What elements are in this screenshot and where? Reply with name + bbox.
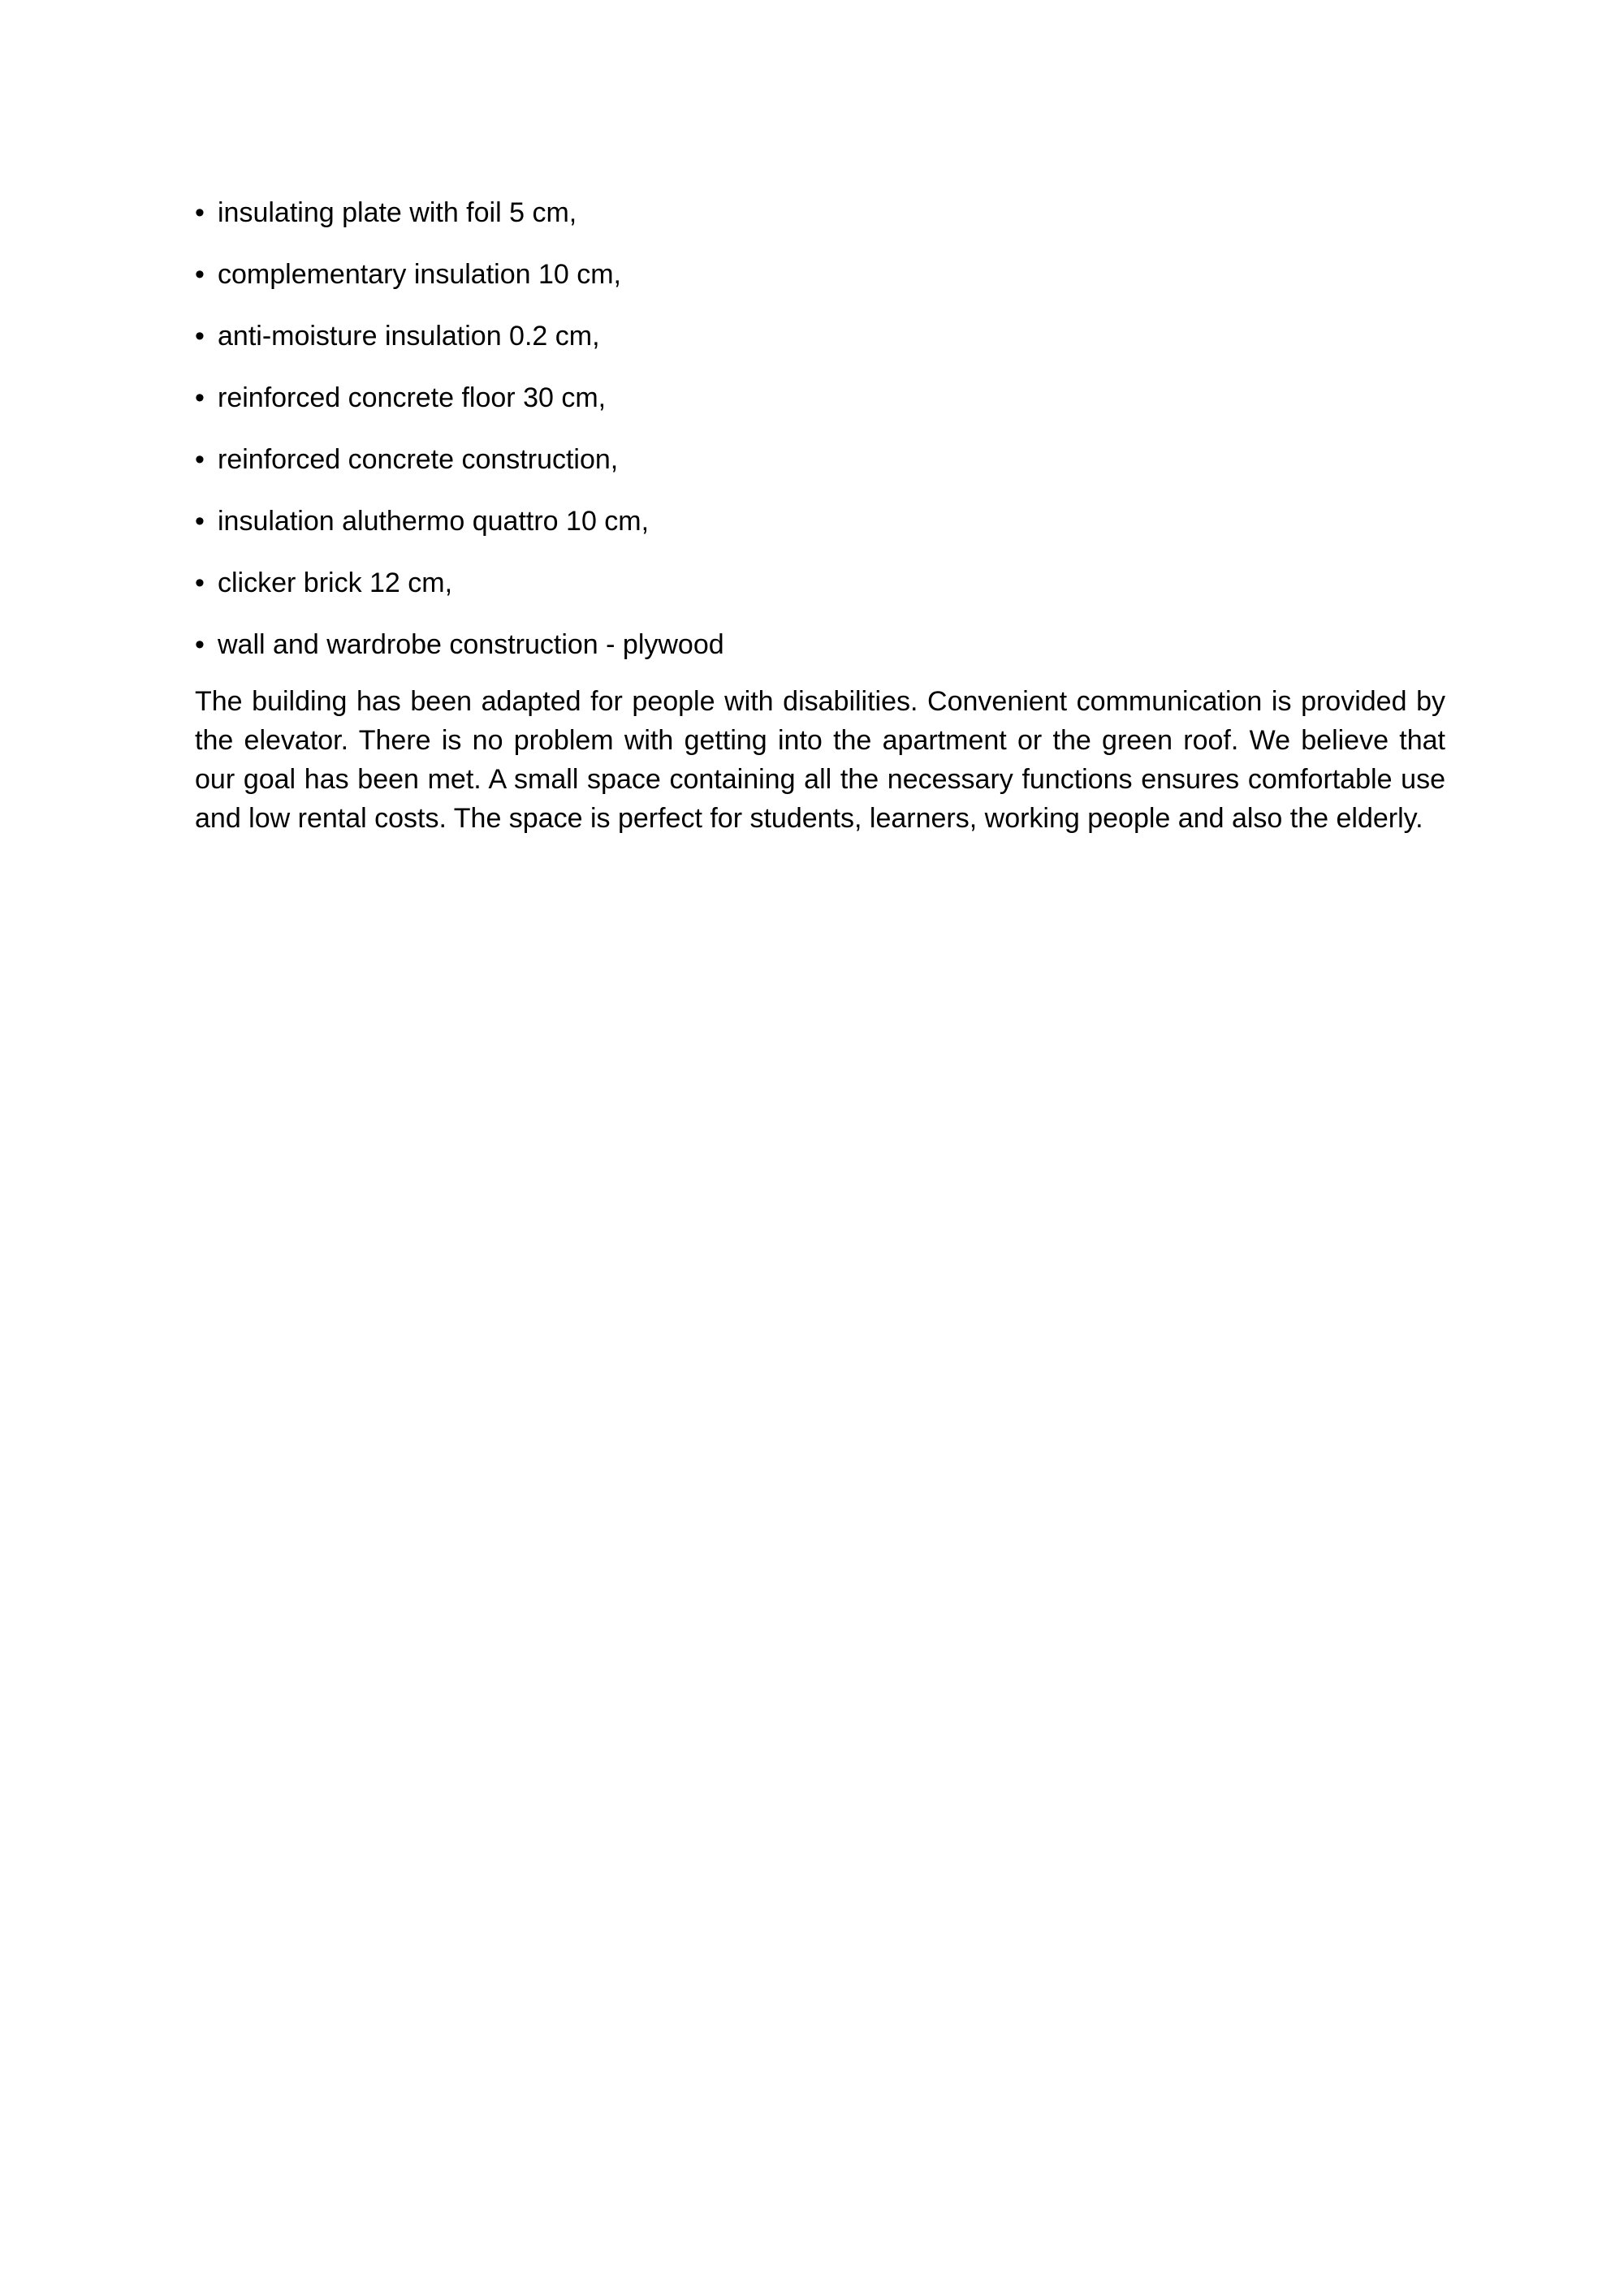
bullet-icon: • — [195, 568, 205, 598]
paragraph-line: the elevator. There is no problem with getting into the apartment or the green roof. We believe that — [195, 725, 1445, 756]
list-item — [195, 195, 1445, 231]
list-item — [195, 380, 1445, 416]
list-item — [195, 318, 1445, 354]
list-item-text: reinforced concrete floor 30 cm, — [218, 382, 607, 413]
list-item — [195, 257, 1445, 292]
paragraph-line: our goal has been met. A small space containing all the necessary functions ensures comfortable use — [195, 764, 1445, 795]
summary-paragraph — [195, 682, 1445, 838]
materials-list — [195, 195, 1445, 662]
list-item — [195, 503, 1445, 539]
paragraph-line: The building has been adapted for people with disabilities. Convenient communication is provided by — [195, 686, 1445, 717]
list-item-text: reinforced concrete construction, — [218, 444, 619, 475]
bullet-icon: • — [195, 259, 205, 290]
list-item — [195, 627, 1445, 662]
list-item-text: clicker brick 12 cm, — [218, 568, 453, 598]
list-item-text: wall and wardrobe construction - plywood — [218, 629, 724, 660]
bullet-icon: • — [195, 197, 205, 228]
list-item-text: insulating plate with foil 5 cm, — [218, 197, 577, 228]
page-content — [195, 195, 1445, 838]
bullet-icon: • — [195, 506, 205, 537]
list-item-text: anti-moisture insulation 0.2 cm, — [218, 321, 600, 352]
bullet-icon: • — [195, 321, 205, 352]
bullet-icon: • — [195, 444, 205, 475]
list-item-text: insulation aluthermo quattro 10 cm, — [218, 506, 650, 537]
bullet-icon: • — [195, 629, 205, 660]
bullet-icon: • — [195, 382, 205, 413]
paragraph-line: and low rental costs. The space is perfect for students, learners, working people and also the elderly. — [195, 803, 1423, 834]
list-item-text: complementary insulation 10 cm, — [218, 259, 622, 290]
list-item — [195, 565, 1445, 601]
list-item — [195, 442, 1445, 477]
